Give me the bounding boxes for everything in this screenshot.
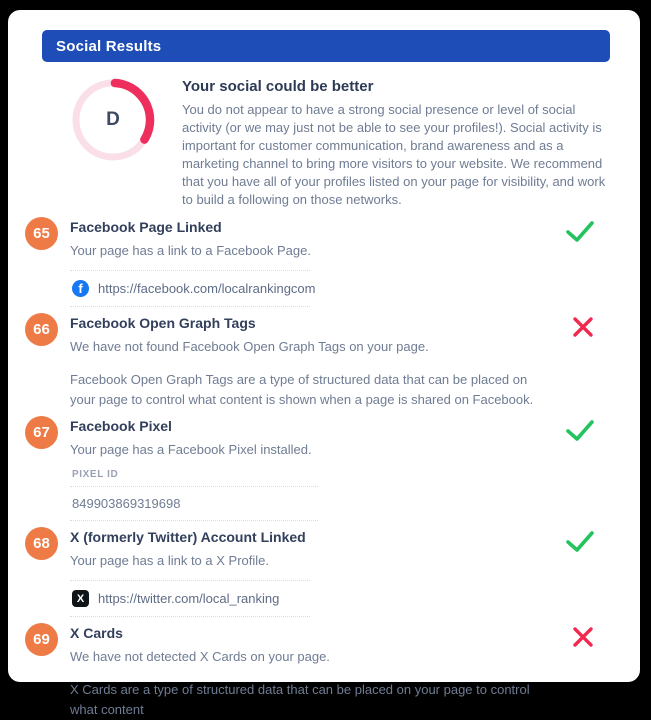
summary-description: You do not appear to have a strong social presence or level of social activity (or we may just not be able to see your profiles!). Social activity is important for customer communication, brand awareness and as a marketing channel to bring more visitors to your website. We recommend that you have all of your profiles listed on your page for visibility, and work to build a following on those networks. bbox=[182, 102, 606, 207]
check-title: X Cards bbox=[70, 625, 123, 641]
grade-donut bbox=[71, 78, 155, 162]
check-description: Your page has a link to a Facebook Page. bbox=[70, 243, 311, 258]
social-results-card bbox=[8, 10, 640, 717]
check-number-badge: 69 bbox=[25, 623, 58, 656]
check-explanation: Facebook Open Graph Tags are a type of structured data that can be placed on your page to control what content is shown when a page is shared on Facebook. bbox=[70, 372, 534, 407]
check-description: We have not detected X Cards on your page. bbox=[70, 649, 330, 664]
check-title: X (formerly Twitter) Account Linked bbox=[70, 529, 306, 545]
check-item-facebook-pixel bbox=[25, 416, 595, 521]
pixel-id-value: 849903869319698 bbox=[70, 486, 318, 521]
facebook-link-row bbox=[70, 270, 316, 307]
check-item-facebook-page-linked bbox=[25, 217, 595, 307]
x-profile-link[interactable]: https://twitter.com/local_ranking bbox=[98, 591, 280, 606]
check-number-badge: 66 bbox=[25, 313, 58, 346]
check-description: Your page has a Facebook Pixel installed. bbox=[70, 442, 312, 457]
check-item-x-cards bbox=[25, 623, 595, 720]
x-link-row bbox=[70, 580, 310, 617]
pass-check-icon bbox=[565, 219, 595, 250]
pixel-id-label: PIXEL ID bbox=[72, 469, 119, 480]
grade-letter: D bbox=[106, 109, 120, 130]
check-description: We have not found Facebook Open Graph Tags on your page. bbox=[70, 339, 429, 354]
check-description: Your page has a link to a X Profile. bbox=[70, 553, 269, 568]
check-number-badge: 65 bbox=[25, 217, 58, 250]
check-item-facebook-open-graph-tags bbox=[25, 313, 595, 410]
check-title: Facebook Page Linked bbox=[70, 219, 222, 235]
summary-text bbox=[182, 76, 618, 209]
facebook-icon: f bbox=[72, 280, 89, 297]
check-title: Facebook Pixel bbox=[70, 418, 172, 434]
check-number-badge: 68 bbox=[25, 527, 58, 560]
facebook-page-link[interactable]: https://facebook.com/localrankingcom bbox=[98, 281, 316, 296]
check-number-badge: 67 bbox=[25, 416, 58, 449]
summary-section bbox=[42, 76, 612, 209]
fail-cross-icon bbox=[571, 625, 595, 654]
fail-cross-icon bbox=[571, 315, 595, 344]
checks-list bbox=[25, 217, 595, 720]
x-icon: X bbox=[72, 590, 89, 607]
check-title: Facebook Open Graph Tags bbox=[70, 315, 256, 331]
section-header bbox=[42, 30, 610, 62]
pass-check-icon bbox=[565, 529, 595, 560]
check-explanation: X Cards are a type of structured data that can be placed on your page to control what content bbox=[70, 682, 530, 717]
check-item-x-account-linked bbox=[25, 527, 595, 617]
summary-heading: Your social could be better bbox=[182, 78, 374, 95]
pass-check-icon bbox=[565, 418, 595, 449]
section-title: Social Results bbox=[56, 37, 162, 55]
